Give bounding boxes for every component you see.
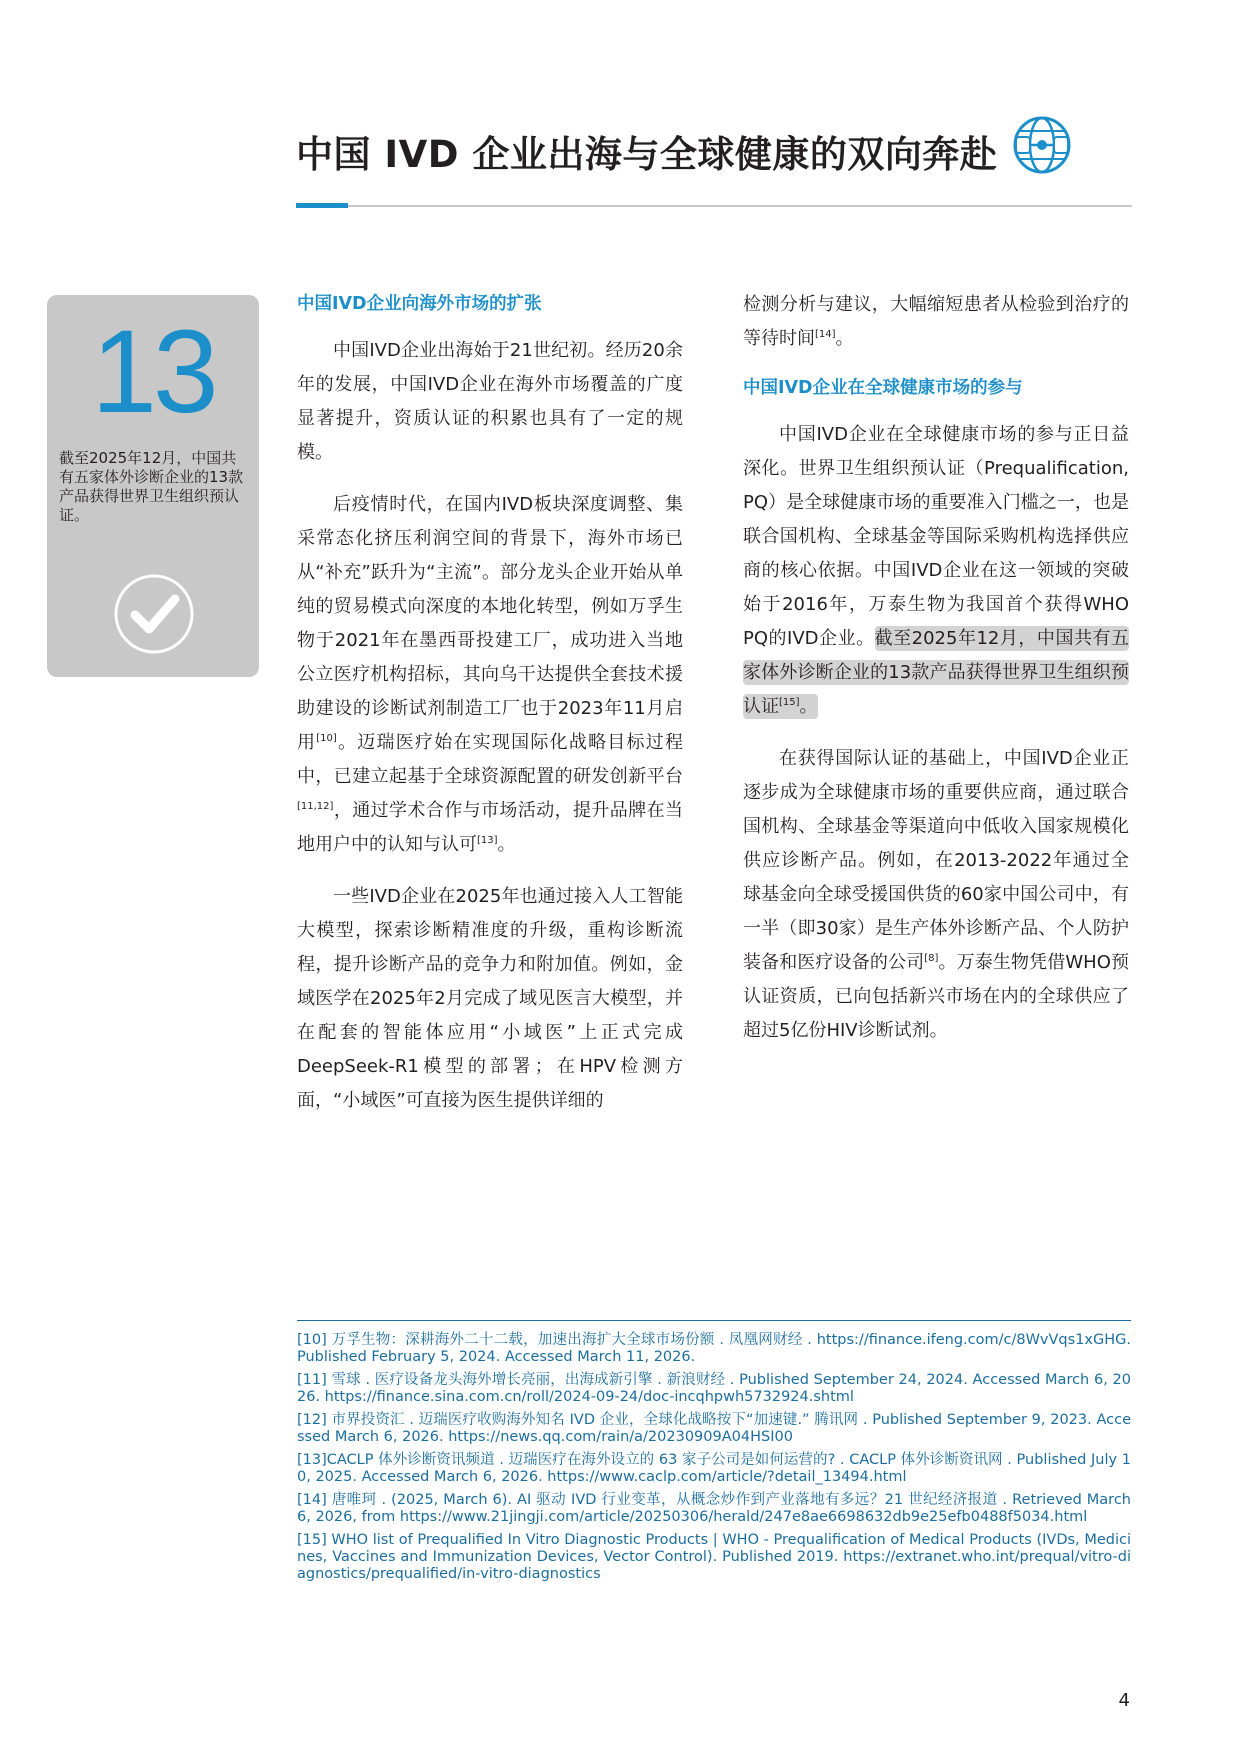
left-column bbox=[297, 290, 683, 1136]
check-circle-icon bbox=[113, 573, 195, 655]
stat-description: 截至2025年12月，中国共有五家体外诊断企业的13款产品获得世界卫生组织预认证。 bbox=[59, 449, 244, 524]
references-list bbox=[297, 1332, 1131, 1589]
citation: [11,12] bbox=[297, 801, 334, 812]
section-heading-overseas-expansion: 中国IVD企业向海外市场的扩张 bbox=[297, 294, 542, 314]
highlighted-text: 截至2025年12月，中国共有五家体外诊断企业的13款产品获得世界卫生组织预认证[15]。 bbox=[743, 628, 1129, 717]
page-title: 中国 IVD 企业出海与全球健康的双向奔赴 bbox=[296, 133, 998, 176]
reference-item: [11] 雪球 . 医疗设备龙头海外增长亮丽，出海成新引擎 . 新浪财经 . Published September 24, 2024. Accessed March 6, 2026. https://finance.sina.com.cn/roll/2024-09-24/doc-incqhpwh5732924.shtml bbox=[297, 1372, 1131, 1405]
references-divider bbox=[297, 1320, 1131, 1321]
paragraph: 后疫情时代，在国内IVD板块深度调整、集采常态化挤压利润空间的背景下，海外市场已从“补充”跃升为“主流”。部分龙头企业开始从单纯的贸易模式向深度的本地化转型，例如万孚生物于2021年在墨西哥投建工厂，成功进入当地公立医疗机构招标，其向乌干达提供全套技术援助建设的诊断试剂制造工厂也于2023年11月启用[10]。迈瑞医疗始在实现国际化战略目标过程中，已建立起基于全球资源配置的研发创新平台[11,12]，通过学术合作与市场活动，提升品牌在当地用户中的认知与认可[13]。 bbox=[297, 494, 684, 855]
paragraph: 在获得国际认证的基础上，中国IVD企业正逐步成为全球健康市场的重要供应商，通过联合国机构、全球基金等渠道向中低收入国家规模化供应诊断产品。例如，在2013-2022年通过全球基金向全球受援国供货的60家中国公司中，有一半（即30家）是生产体外诊断产品、个人防护装备和医疗设备的公司[8]。万泰生物凭借WHO预认证资质，已向包括新兴市场在内的全球供应了超过5亿份HIV诊断试剂。 bbox=[743, 748, 1129, 1041]
reference-item: [13]CACLP 体外诊断资讯频道 . 迈瑞医疗在海外设立的 63 家子公司是如何运营的? . CACLP 体外诊断资讯网 . Published July 10, 2025. Accessed March 6, 2026. https://www.caclp.com/article/?detail_13494.html bbox=[297, 1452, 1131, 1485]
reference-item: [15] WHO list of Prequalified In Vitro Diagnostic Products | WHO - Prequalification of Medical Products (IVDs, Medicines, Vaccines and Immunization Devices, Vector Control). Published 2019. https://extranet.who.int/prequal/vitro-diagnostics/prequalified/in-vitro-diagnostics bbox=[297, 1532, 1131, 1582]
reference-item: [10] 万孚生物：深耕海外二十二载，加速出海扩大全球市场份额 . 凤凰网财经 . https://finance.ifeng.com/c/8WvVqs1xGHG. Published February 5, 2024. Accessed March 11, 2026. bbox=[297, 1332, 1131, 1365]
paragraph: 中国IVD企业出海始于21世纪初。经历20余年的发展，中国IVD企业在海外市场覆盖的广度显著提升，资质认证的积累也具有了一定的规模。 bbox=[297, 340, 683, 463]
globe-logo-icon bbox=[1012, 115, 1072, 175]
reference-item: [12] 市界投资汇 . 迈瑞医疗收购海外知名 IVD 企业，全球化战略按下“加速键.” 腾讯网 . Published September 9, 2023. Accessed March 6, 2026. https://news.qq.com/rain/a/20230909A04HSI00 bbox=[297, 1412, 1131, 1445]
paragraph: 中国IVD企业在全球健康市场的参与正日益深化。世界卫生组织预认证（Prequalification, PQ）是全球健康市场的重要准入门槛之一，也是联合国机构、全球基金等国际采购机构选择供应商的核心依据。中国IVD企业在这一领域的突破始于2016年，万泰生物为我国首个获得WHO PQ的IVD企业。截至2025年12月，中国共有五家体外诊断企业的13款产品获得世界卫生组织预认证[15]。 bbox=[743, 424, 1129, 717]
page-number: 4 bbox=[1118, 1690, 1130, 1711]
citation: [15] bbox=[779, 697, 800, 708]
paragraph-continued: 检测分析与建议，大幅缩短患者从检验到治疗的等待时间[14]。 bbox=[743, 294, 1129, 349]
section-heading-global-health: 中国IVD企业在全球健康市场的参与 bbox=[743, 378, 1023, 398]
right-column bbox=[743, 288, 1129, 1066]
stat-card bbox=[47, 295, 259, 677]
citation: [14] bbox=[815, 329, 836, 340]
paragraph: 一些IVD企业在2025年也通过接入人工智能大模型，探索诊断精准度的升级，重构诊断流程，提升诊断产品的竞争力和附加值。例如，金域医学在2025年2月完成了域见医言大模型，并在配套的智能体应用“小域医”上正式完成DeepSeek-R1模型的部署；在HPV检测方面，“小域医”可直接为医生提供详细的 bbox=[297, 886, 683, 1111]
citation: [13] bbox=[477, 835, 498, 846]
header-accent-rule bbox=[296, 203, 348, 208]
header-rule bbox=[296, 205, 1132, 207]
citation: [10] bbox=[316, 733, 337, 744]
citation: [8] bbox=[924, 953, 939, 964]
reference-item: [14] 唐唯珂 . (2025, March 6). AI 驱动 IVD 行业变革，从概念炒作到产业落地有多远？21 世纪经济报道 . Retrieved March 6, 2026, from https://www.21jingji.com/article/20250306/herald/247e8ae6698632db9e25efb0488f5034.html bbox=[297, 1492, 1131, 1525]
stat-number: 13 bbox=[91, 306, 215, 438]
